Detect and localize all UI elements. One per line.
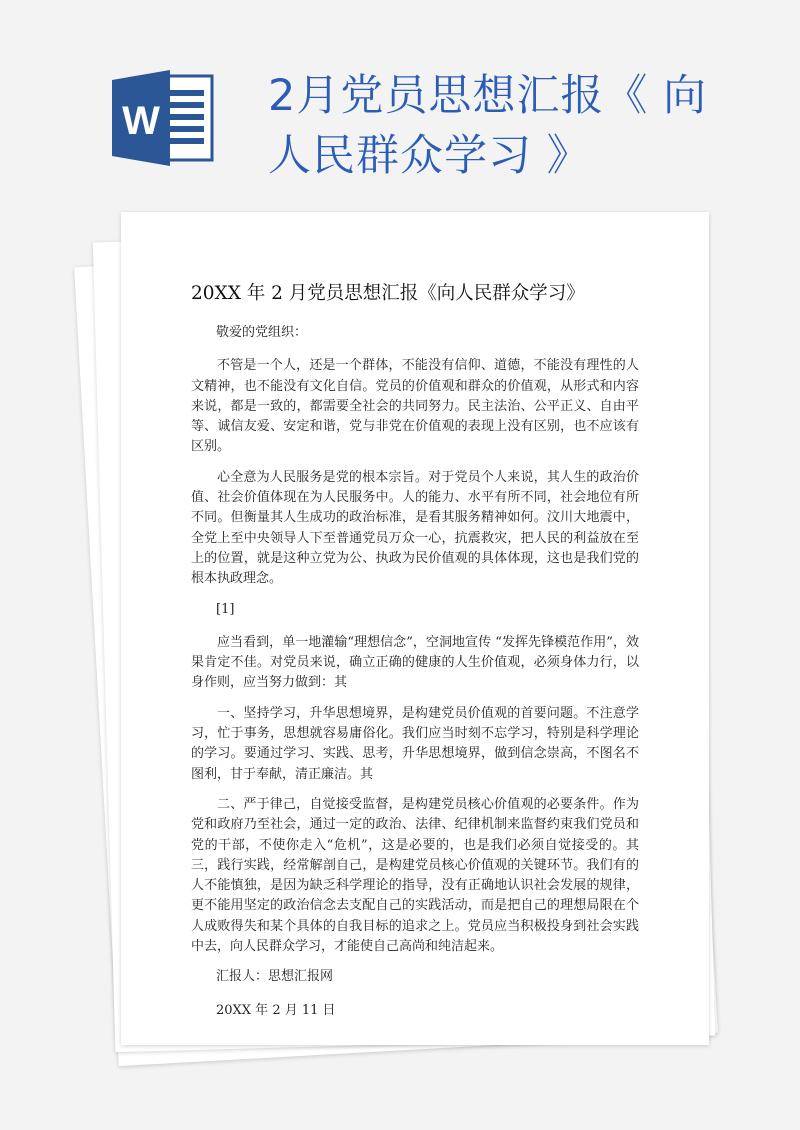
svg-text:W: W xyxy=(122,99,160,143)
reporter-line: 汇报人：思想汇报网 xyxy=(216,969,334,985)
header xyxy=(0,0,800,200)
title-line-1: 2月党员思想汇报《 向 xyxy=(268,71,708,121)
paragraph-2: 心全意为人民服务是党的根本宗旨。对于党员个人来说，其人生的政治价值、社会价值体现在为人民服务中。人的能力、水平有所不同，社会地位有所不同。但衡量其人生成功的政治标准，是看其服务精神如何。汶川大地震中，全党上至中央领导人下至普通党员万众一心，抗震救灾，把人民的利益放在至上的位置，就是这种立党为公、执政为民价值观的具体体现，这也是我们党的根本执政理念。 xyxy=(191,469,639,587)
paragraph-5: 二、严于律己，自觉接受监督，是构建党员核心价值观的必要条件。作为党和政府乃至社会，通过一定的政治、法律、纪律机制来监督约束我们党员和党的干部，不使你走入“危机”，这是必要的，也是我们必须自觉接受的。其三，践行实践，经常解剖自己，是构建党员核心价值观的关键环节。我们有的人不能慎独，是因为缺乏科学理论的指导，没有正确地认识社会发展的规律，更不能用坚定的政治信念去支配自己的实践活动，而是把自己的理想局限在个人成败得失和某个具体的自我目标的追求之上。党员应当积极投身到社会实践中去，向人民群众学习，才能使自己高尚和纯洁起来。 xyxy=(191,796,639,955)
footnote-marker: [1] xyxy=(216,601,235,617)
paragraph-1: 不管是一个人，还是一个群体，不能没有信仰、道德，不能没有理性的人文精神，也不能没有文化自信。党员的价值观和群众的价值观，从形式和内容来说，都是一致的，都需要全社会的共同努力。民主法治、公平正义、自由平等、诚信友爱、安定和谐，党与非党在价值观的表现上没有区别，也不应该有区别。 xyxy=(191,358,639,455)
page-title xyxy=(268,66,788,186)
date-line: 20XX 年 2 月 11 日 xyxy=(216,1002,336,1018)
salutation: 敬爱的党组织： xyxy=(216,325,308,340)
title-line-2: 人民群众学习 》 xyxy=(268,131,591,181)
document-body xyxy=(191,279,639,1034)
document-title: 20XX 年 2 月党员思想汇报《向人民群众学习》 xyxy=(191,283,585,304)
word-doc-icon xyxy=(108,68,218,168)
paragraph-3: 应当看到，单一地灌输“理想信念”，空洞地宣传 “发挥先锋模范作用”，效果肯定不佳。对党员来说，确立正确的健康的人生价值观，必须身体力行，以身作则，应当努力做到：其 xyxy=(191,634,639,691)
paragraph-4: 一、坚持学习，升华思想境界，是构建党员价值观的首要问题。不注意学习，忙于事务，思想就容易庸俗化。我们应当时刻不忘学习，特别是科学理论的学习。要通过学习、实践、思考，升华思想境界，做到信念崇高，不图名不图利，甘于奉献，清正廉洁。其 xyxy=(191,705,639,782)
